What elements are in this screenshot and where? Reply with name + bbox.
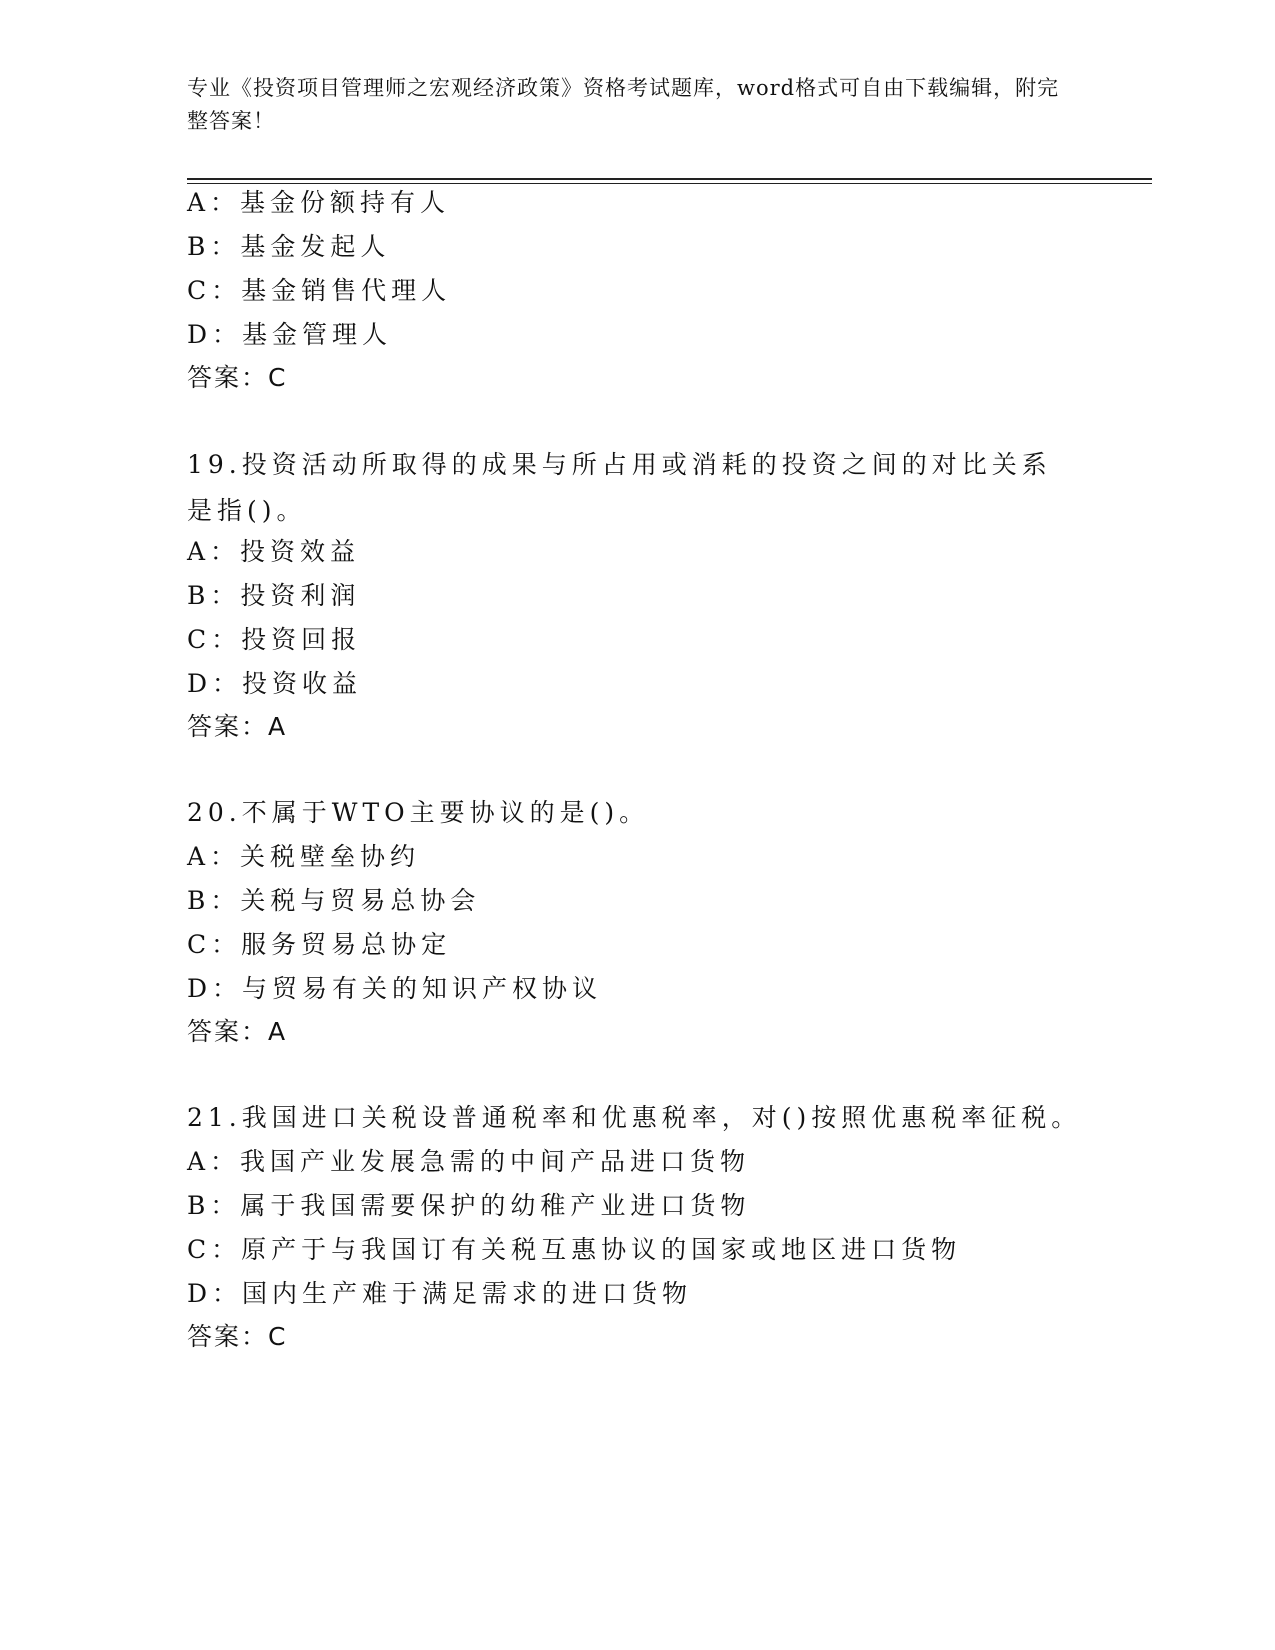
q21-option-d: D：国内生产难于满足需求的进口货物 bbox=[187, 1279, 693, 1308]
header-divider bbox=[187, 178, 1152, 180]
q18-answer: 答案：C bbox=[187, 363, 288, 392]
q21-option-a: A：我国产业发展急需的中间产品进口货物 bbox=[187, 1147, 751, 1176]
document-header: 专业《投资项目管理师之宏观经济政策》资格考试题库，word格式可自由下载编辑，附完整答案！ bbox=[187, 76, 1060, 133]
q18-option-c: C：基金销售代理人 bbox=[187, 276, 452, 305]
q20-question: 20.不属于WTO主要协议的是()。 bbox=[187, 798, 650, 827]
q20-answer: 答案：A bbox=[187, 1017, 288, 1046]
q18-option-a: A：基金份额持有人 bbox=[187, 188, 451, 217]
q18-option-d: D：基金管理人 bbox=[187, 320, 393, 349]
q19-option-c: C：投资回报 bbox=[187, 625, 362, 654]
q21-option-c: C：原产于与我国订有关税互惠协议的国家或地区进口货物 bbox=[187, 1235, 962, 1264]
q21-question: 21.我国进口关税设普通税率和优惠税率，对()按照优惠税率征税。 bbox=[187, 1103, 1082, 1132]
q21-answer: 答案：C bbox=[187, 1322, 288, 1351]
q20-option-c: C：服务贸易总协定 bbox=[187, 930, 452, 959]
q21-option-b: B：属于我国需要保护的幼稚产业进口货物 bbox=[187, 1191, 751, 1220]
q20-option-a: A：关税壁垒协约 bbox=[187, 842, 421, 871]
q18-option-b: B：基金发起人 bbox=[187, 232, 391, 261]
q19-option-a: A：投资效益 bbox=[187, 537, 361, 566]
q20-option-d: D：与贸易有关的知识产权协议 bbox=[187, 974, 603, 1003]
q20-option-b: B：关税与贸易总协会 bbox=[187, 886, 481, 915]
q19-option-d: D：投资收益 bbox=[187, 669, 363, 698]
q19-question: 19.投资活动所取得的成果与所占用或消耗的投资之间的对比关系是指()。 bbox=[187, 450, 1052, 525]
header-divider-thin bbox=[187, 183, 1152, 184]
q19-answer: 答案：A bbox=[187, 712, 288, 741]
q19-option-b: B：投资利润 bbox=[187, 581, 361, 610]
